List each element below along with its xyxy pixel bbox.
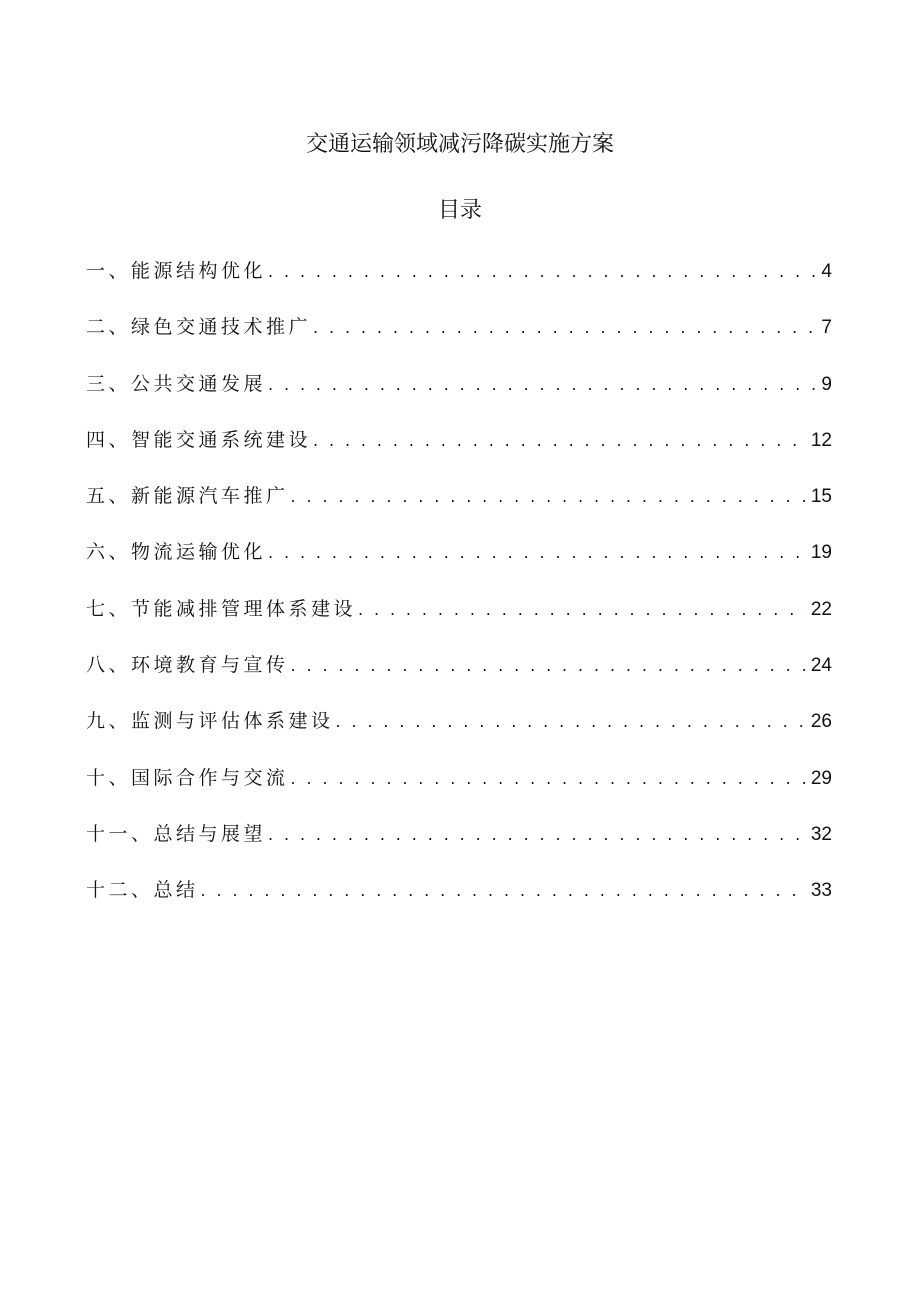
- toc-page-number: 15: [810, 486, 832, 508]
- toc-page-number: 26: [810, 711, 832, 733]
- toc-entry-label: 十、国际合作与交流: [86, 766, 289, 789]
- toc-entry[interactable]: [86, 310, 832, 366]
- table-of-contents: [86, 254, 832, 930]
- toc-page-number: 29: [810, 767, 832, 789]
- toc-entry[interactable]: [86, 873, 832, 929]
- toc-entry[interactable]: [86, 254, 832, 310]
- toc-page-number: 33: [810, 880, 832, 902]
- toc-entry-label: 九、监测与评估体系建设: [86, 710, 334, 733]
- toc-dot-leader: [291, 480, 807, 514]
- toc-entry-label: 四、智能交通系统建设: [86, 428, 312, 451]
- toc-entry-label: 一、能源结构优化: [86, 260, 267, 282]
- toc-dot-leader: [268, 255, 817, 289]
- toc-dot-leader: [313, 424, 807, 458]
- toc-dot-leader: [268, 368, 817, 402]
- toc-page-number: 22: [810, 598, 832, 620]
- toc-entry[interactable]: [86, 817, 832, 873]
- toc-dot-leader: [268, 536, 807, 570]
- toc-dot-leader: [313, 311, 817, 345]
- toc-page-number: 4: [821, 261, 832, 282]
- toc-entry-label: 六、物流运输优化: [86, 541, 267, 564]
- toc-entry[interactable]: [86, 761, 832, 817]
- toc-page-number: 7: [821, 317, 832, 339]
- toc-dot-leader: [201, 874, 807, 908]
- toc-page-number: 24: [810, 655, 832, 677]
- toc-entry[interactable]: [86, 648, 832, 704]
- toc-entry-label: 八、环境教育与宣传: [86, 654, 289, 677]
- toc-entry[interactable]: [86, 367, 832, 423]
- toc-entry[interactable]: [86, 704, 832, 760]
- toc-entry[interactable]: [86, 592, 832, 648]
- toc-dot-leader: [291, 762, 807, 796]
- toc-entry[interactable]: [86, 479, 832, 535]
- toc-dot-leader: [336, 705, 807, 739]
- toc-entry-label: 十二、总结: [86, 879, 199, 902]
- toc-page-number: 9: [821, 373, 832, 395]
- toc-entry-label: 五、新能源汽车推广: [86, 485, 289, 508]
- toc-entry[interactable]: [86, 535, 832, 591]
- toc-entry-label: 二、绿色交通技术推广: [86, 316, 312, 339]
- toc-entry-label: 十一、总结与展望: [86, 822, 267, 845]
- toc-entry-label: 三、公共交通发展: [86, 372, 267, 395]
- toc-page-number: 19: [810, 542, 832, 564]
- toc-entry-label: 七、节能减排管理体系建设: [86, 597, 357, 620]
- toc-page-number: 32: [810, 823, 832, 845]
- toc-page-number: 12: [810, 429, 832, 451]
- toc-dot-leader: [358, 593, 807, 627]
- toc-dot-leader: [268, 818, 807, 852]
- toc-entry[interactable]: [86, 423, 832, 479]
- toc-dot-leader: [291, 649, 807, 683]
- toc-heading: 目录: [437, 198, 482, 223]
- document-title: 交通运输领域减污降碳实施方案: [305, 132, 614, 157]
